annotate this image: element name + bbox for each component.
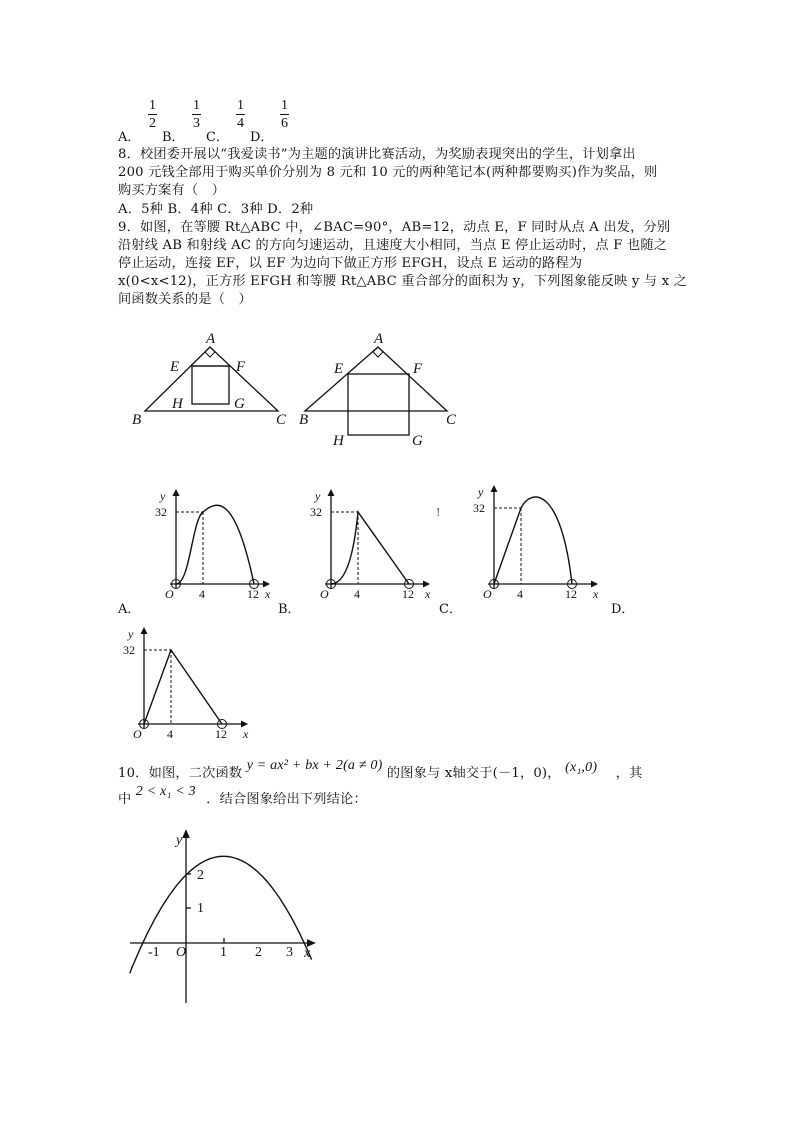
fig2-square <box>348 374 409 435</box>
q10-label-o: O <box>176 945 187 960</box>
q7-option-a-prefix: A． <box>118 130 141 145</box>
label-12: 12 <box>402 587 414 601</box>
label-32: 32 <box>310 505 322 519</box>
fig2-label-b: B <box>299 412 309 428</box>
fig1-square <box>192 366 229 404</box>
y-axis-arrow <box>173 489 180 496</box>
q8-line-2: 200 元钱全部用于购买单价分别为 8 元和 10 元的两种笔记本(两种都要购买)作为奖品，则 <box>118 165 658 180</box>
fig2-label-a: A <box>374 331 384 347</box>
q10-line-1 <box>118 758 643 782</box>
fig2-label-c: C <box>446 412 457 428</box>
q9-option-d-label: D． <box>611 602 635 617</box>
fig2-label-e: E <box>334 361 344 377</box>
function-curve <box>144 650 222 724</box>
function-curve <box>494 497 572 584</box>
fig1-label-c: C <box>276 412 287 428</box>
q10-line2-end: ．结合图象给出下列结论： <box>206 792 367 807</box>
label-o: O <box>165 587 174 601</box>
label-4: 4 <box>199 587 205 601</box>
q10-label-x1: 1 <box>220 945 227 960</box>
q9-line-1: 9．如图，在等腰 Rt△ABC 中，∠BAC=90°，AB=12，动点 E，F 同时从点 A 出发，分别 <box>118 220 671 235</box>
q10-mid: 的图象与 x轴交于(－1，0)， <box>386 766 561 781</box>
label-x: x <box>425 587 431 601</box>
fig2-label-g: G <box>412 433 423 449</box>
label-32: 32 <box>155 505 167 519</box>
fig2-label-h: H <box>333 433 344 449</box>
q9-option-b-label: B． <box>278 602 301 617</box>
q10-label-2: 2 <box>197 868 204 883</box>
q10-prefix: 10．如图，二次函数 <box>118 766 243 781</box>
q9-line-4: x(0<x<12)，正方形 EFGH 和等腰 Rt△ABC 重合部分的面积为 y，下列图象能反映 y 与 x 之 <box>118 274 688 289</box>
label-12: 12 <box>565 587 577 601</box>
q9-line-5: 间函数关系的是（ ） <box>118 292 252 307</box>
q10-formula: y = ax² + bx + 2(a ≠ 0) <box>246 758 383 773</box>
q7-option-a-fraction: $\frac{1}{2}$ <box>149 98 156 131</box>
q10-label-y: y <box>176 833 183 848</box>
fig1-right-angle-mark <box>205 347 215 357</box>
y-axis-arrow <box>141 627 148 634</box>
label-o: O <box>320 587 329 601</box>
q10-point: (x₁,0) <box>565 760 598 775</box>
q10-label-neg1: -1 <box>148 945 160 960</box>
fig2-right-angle-mark <box>373 347 383 357</box>
q8-line-1: 8．校团委开展以“我爱读书”为主题的演讲比赛活动，为奖励表现突出的学生，计划拿出 <box>118 147 636 162</box>
q9-triangle-figures <box>120 325 470 460</box>
q7-option-c-fraction: $\frac{1}{4}$ <box>237 98 244 131</box>
label-o: O <box>133 727 142 741</box>
fig1-label-g: G <box>234 396 245 412</box>
label-x: x <box>265 587 271 601</box>
y-axis-arrow <box>328 489 335 496</box>
q9-graph-b <box>305 482 445 602</box>
q10-label-x2: 2 <box>255 945 262 960</box>
fig1-triangle <box>145 347 278 411</box>
fig1-label-h: H <box>172 396 183 412</box>
q9-graph-c <box>468 478 613 602</box>
label-o: O <box>483 587 492 601</box>
label-x: x <box>243 727 249 741</box>
q7-option-b-prefix: B． <box>162 130 185 145</box>
label-12: 12 <box>247 587 259 601</box>
q10-inequality: 2 < x₁ < 3 <box>135 784 196 799</box>
label-x: x <box>593 587 599 601</box>
q10-label-x: x <box>304 946 311 961</box>
label-4: 4 <box>354 587 360 601</box>
stray-mark: ! <box>436 506 441 519</box>
q8-line-3: 购买方案有（ ） <box>118 183 226 198</box>
q9-option-c-label: C． <box>439 602 462 617</box>
label-y: y <box>160 489 166 503</box>
q7-option-c-prefix: C． <box>206 130 229 145</box>
function-curve <box>176 505 254 584</box>
label-y: y <box>128 627 134 641</box>
q10-parabola-graph <box>120 825 325 1005</box>
label-4: 4 <box>167 727 173 741</box>
q10-end: ，其 <box>615 766 643 781</box>
q7-option-b-fraction: $\frac{1}{3}$ <box>193 98 200 131</box>
fig1-label-a: A <box>206 331 216 347</box>
y-axis-arrow <box>491 485 498 492</box>
q7-option-d-prefix: D． <box>250 130 274 145</box>
q9-line-2: 沿射线 AB 和射线 AC 的方向匀速运动，且速度大小相同，当点 E 停止运动时，点 F 也随之 <box>118 238 668 253</box>
q9-graph-d <box>118 620 263 742</box>
q10-line-2 <box>118 784 367 808</box>
q10-label-1: 1 <box>197 901 204 916</box>
label-32: 32 <box>473 501 485 515</box>
label-32: 32 <box>123 643 135 657</box>
label-12: 12 <box>215 727 227 741</box>
fig1-label-e: E <box>170 359 180 375</box>
label-4: 4 <box>517 587 523 601</box>
label-y: y <box>478 485 484 499</box>
fig1-label-f: F <box>236 359 246 375</box>
q10-line2-prefix: 中 <box>118 792 132 807</box>
label-y: y <box>315 489 321 503</box>
fig1-label-b: B <box>132 412 142 428</box>
q10-label-x3: 3 <box>286 945 293 960</box>
q9-graph-a <box>150 482 285 602</box>
fig2-triangle <box>305 347 447 411</box>
q7-option-d-fraction: $\frac{1}{6}$ <box>281 98 288 131</box>
fig2-label-f: F <box>413 361 423 377</box>
q8-options: A．5种 B．4种 C．3种 D．2种 <box>118 202 314 217</box>
q9-line-3: 停止运动，连接 EF，以 EF 为边向下做正方形 EFGH，设点 E 运动的路程为 <box>118 256 583 271</box>
function-curve <box>331 512 409 584</box>
q9-option-a-label: A． <box>118 602 141 617</box>
